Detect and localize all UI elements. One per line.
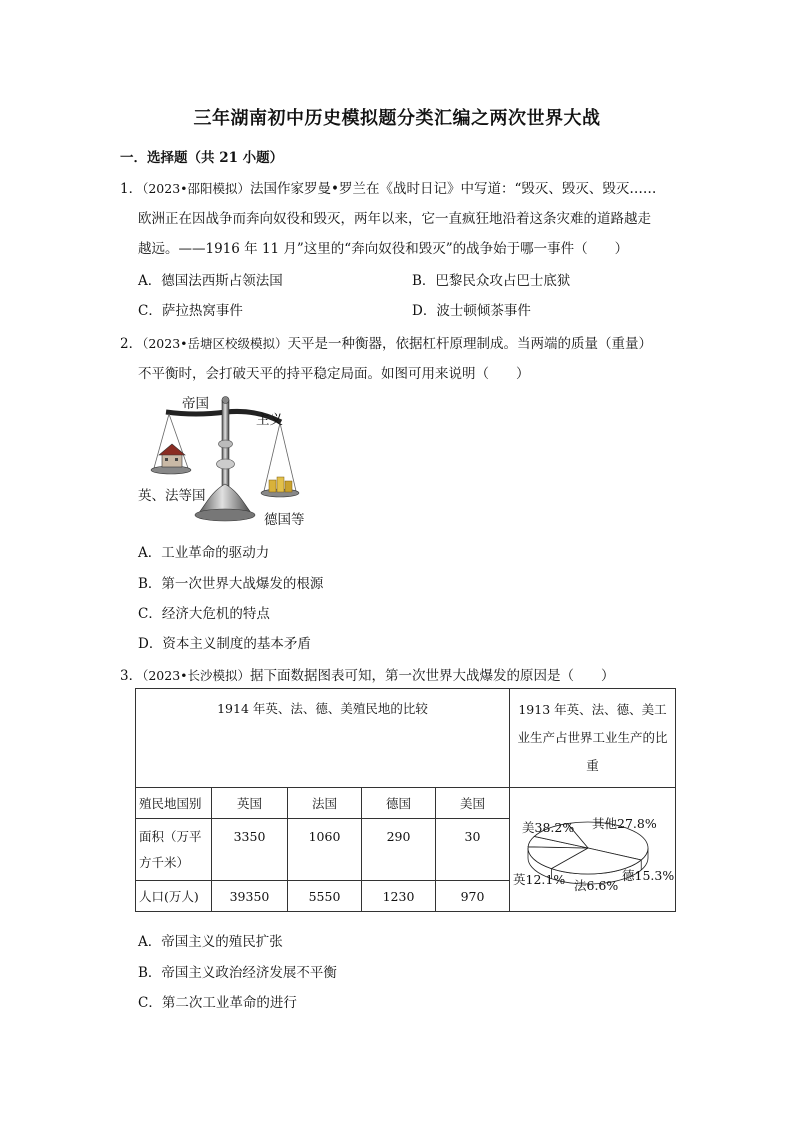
q2-option-c[interactable]: C．经济大危机的特点 <box>138 606 270 622</box>
q3-option-a[interactable]: A．帝国主义的殖民扩张 <box>138 934 283 950</box>
q1-line-1 <box>120 177 656 197</box>
q2-option-d[interactable]: D．资本主义制度的基本矛盾 <box>138 636 311 652</box>
table-row-label: 面积（万平方千米） <box>136 819 212 881</box>
q1-line-3: 越远。——1916 年 11 月”这里的“奔向奴役和毁灭”的战争始于哪一事件（ ） <box>138 241 629 257</box>
table-header-cell: 英国 <box>212 788 288 819</box>
figure-label-empire: 帝国 <box>182 396 209 412</box>
pie-label-de: 德15.3% <box>622 868 675 883</box>
q1-option-d[interactable]: D．波士顿倾茶事件 <box>412 303 531 319</box>
table-header-cell: 法国 <box>288 788 362 819</box>
q1-option-b[interactable]: B．巴黎民众攻占巴士底狱 <box>412 273 571 289</box>
q2-source: （2023•岳塘区校级模拟） <box>142 336 288 351</box>
table-cell: 30 <box>436 819 510 881</box>
colony-data-table <box>135 688 676 912</box>
pie-label-fr: 法6.6% <box>574 878 619 893</box>
q1-option-c[interactable]: C．萨拉热窝事件 <box>138 303 243 319</box>
table-header-cell: 美国 <box>436 788 510 819</box>
pie-label-uk: 英12.1% <box>513 872 566 887</box>
pie-label-other: 其他27.8% <box>592 816 657 831</box>
q1-option-a[interactable]: A．德国法西斯占领法国 <box>138 273 283 289</box>
table-cell: 39350 <box>212 881 288 912</box>
page-title: 三年湖南初中历史模拟题分类汇编之两次世界大战 <box>193 108 601 129</box>
q1-source: （2023•邵阳模拟） <box>142 181 251 196</box>
q2-number: 2． <box>120 336 143 352</box>
table-cell: 5550 <box>288 881 362 912</box>
table-row-label: 人口(万人) <box>136 881 212 912</box>
q1-number: 1． <box>120 181 143 197</box>
pie-label-us: 美38.2% <box>522 820 575 835</box>
q2-line-2: 不平衡时，会打破天平的持平稳定局面。如图可用来说明（ ） <box>138 366 530 382</box>
q2-option-b[interactable]: B．第一次世界大战爆发的根源 <box>138 576 324 592</box>
q1-line-2: 欧洲正在因战争而奔向奴役和毁灭，两年以来，它一直疯狂地沿着这条灾难的道路越走 <box>138 211 651 227</box>
q2-text-1: 天平是一种衡器，依据杠杆原理制成。当两端的质量（重量） <box>287 336 653 352</box>
table-header-cell: 殖民地国别 <box>136 788 212 819</box>
table-header-cell: 德国 <box>362 788 436 819</box>
q3-number: 3． <box>120 668 143 684</box>
table-left-header: 1914 年英、法、德、美殖民地的比较 <box>136 689 510 788</box>
table-right-header: 1913 年英、法、德、美工业生产占世界工业生产的比重 <box>510 689 676 788</box>
q2-line-1 <box>120 332 652 352</box>
q3-line-1 <box>120 664 615 684</box>
figure-label-right-pan: 德国等 <box>264 512 305 528</box>
pie-chart-cell <box>510 788 676 912</box>
table-cell: 1060 <box>288 819 362 881</box>
q3-text-1: 据下面数据图表可知，第一次世界大战爆发的原因是（ ） <box>250 668 615 684</box>
table-cell: 290 <box>362 819 436 881</box>
q3-option-c[interactable]: C．第二次工业革命的进行 <box>138 995 297 1011</box>
q1-text-1: 法国作家罗曼•罗兰在《战时日记》中写道：“毁灭、毁灭、毁灭…… <box>250 181 657 197</box>
section-title: 一．选择题（共 21 小题） <box>120 150 284 166</box>
q3-source: （2023•长沙模拟） <box>142 668 251 683</box>
pie-chart <box>510 788 676 922</box>
balance-scale-icon <box>136 392 316 526</box>
balance-scale-figure <box>136 392 316 526</box>
q2-option-a[interactable]: A．工业革命的驱动力 <box>138 545 270 561</box>
figure-label-ism: 主义 <box>256 412 283 428</box>
figure-label-left-pan: 英、法等国 <box>138 488 206 504</box>
q3-option-b[interactable]: B．帝国主义政治经济发展不平衡 <box>138 965 337 981</box>
table-cell: 1230 <box>362 881 436 912</box>
table-cell: 3350 <box>212 819 288 881</box>
table-cell: 970 <box>436 881 510 912</box>
